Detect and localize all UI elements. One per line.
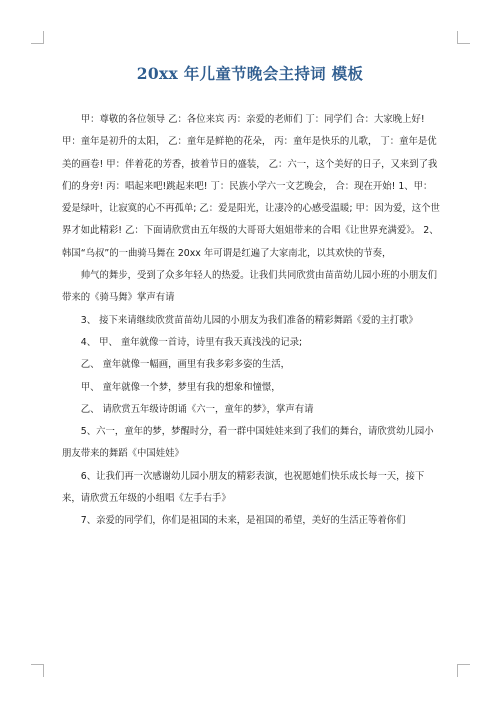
crop-mark-top-left (31, 31, 44, 44)
crop-mark-bottom-left (31, 664, 44, 677)
paragraph-4-yi: 乙、 童年就像一幅画，画里有我多彩多姿的生活， (80, 359, 291, 371)
paragraph-4-jia-2: 甲、 童年就像一个梦，梦里有我的想象和憧憬， (80, 381, 281, 393)
paragraph-4-jia: 4、 甲、 童年就像一首诗，诗里有我天真浅浅的记录; (80, 336, 303, 348)
paragraph-opening: 甲：尊敬的各位领导 乙：各位来宾 丙：亲爱的老师们 丁：同学们 合：大家晚上好! 甲：童年是初升的太阳， 乙：童年是鲜艳的花朵， 丙：童年是快乐的儿歌， 丁：童年是优美的画卷! 甲：伴着花的芳香，披着节日的盛装， 乙：六一，这个美好的日子，又来到了我们的身旁! 丙：唱起来吧!跳起来吧! 丁：民族小学六一文艺晚会， 合：现在开始! 1、甲：爱是绿叶，让寂寞的心不再孤单; 乙：爱是阳光，让凄冷的心感受温暖; 甲：因为爱，这个世界才如此精彩! 乙：下面请欣赏由五年级的大哥哥大姐姐带来的合唱《让世界充满爱》。 2、韩国“乌叔”的一曲骑马舞在 20xx 年可谓是红遍了大家南北，以其欢快的节奏， (62, 114, 440, 259)
paragraph-2-continued: 帅气的舞步，受到了众多年轻人的热爱。让我们共同欣赏由苗苗幼儿园小班的小朋友们带来的《骑马舞》掌声有请 (62, 270, 438, 304)
document-title: 20xx 年儿童节晚会主持词 模板 (136, 64, 364, 83)
document-body (62, 109, 440, 533)
paragraph-3: 3、 接下来请继续欣赏苗苗幼儿园的小朋友为我们准备的精彩舞蹈《爱的主打歌》 (80, 314, 418, 326)
crop-mark-top-right (457, 31, 470, 44)
paragraph-7: 7、亲爱的同学们，你们是祖国的未来，是祖国的希望，美好的生活正等着你们 (80, 515, 406, 527)
crop-mark-bottom-right (457, 664, 470, 677)
paragraph-4-yi-2: 乙、 请欣赏五年级诗朗诵《六一，童年的梦》，掌声有请 (80, 403, 314, 415)
paragraph-5: 5、六一，童年的梦，梦醒时分，看一群中国娃娃来到了我们的舞台，请欣赏幼儿园小朋友带来的舞蹈《中国娃娃》 (62, 426, 434, 460)
paragraph-6: 6、让我们再一次感谢幼儿园小朋友的精彩表演，也祝愿她们快乐成长每一天，接下来，请欣赏五年级的小组唱《左手右手》 (62, 470, 425, 505)
